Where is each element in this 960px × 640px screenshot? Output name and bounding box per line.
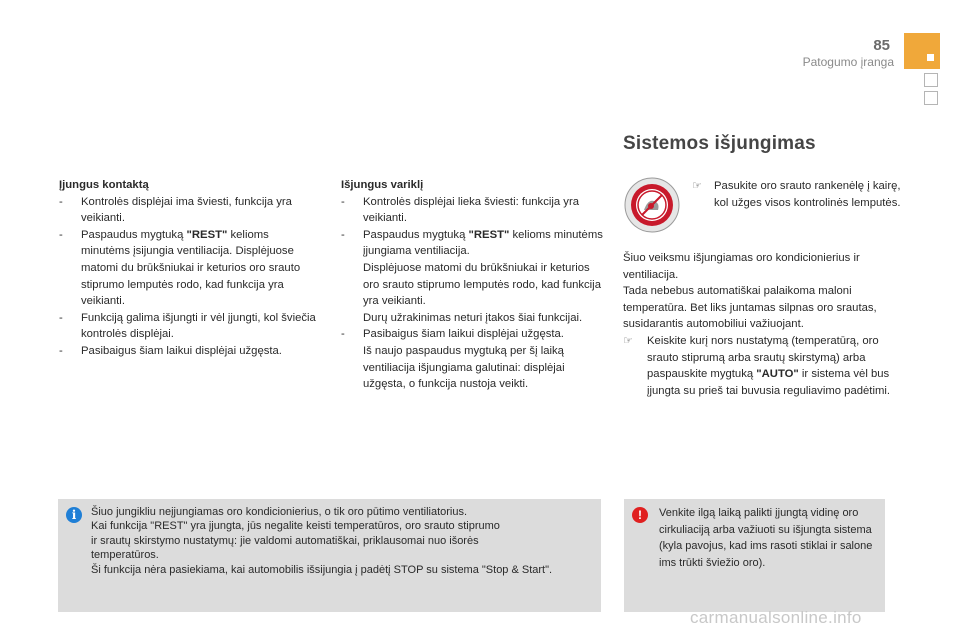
list-item: [59, 194, 317, 227]
list-item: [341, 326, 603, 392]
list-item: [341, 227, 603, 327]
pointing-hand-icon: ☞: [623, 334, 633, 347]
auto-label: "AUTO": [756, 368, 799, 381]
list-item-text: Paspaudus mygtuką: [81, 228, 187, 241]
list-item-text: Kontrolės displėjai ima šviesti, funkcija yra veikianti.: [81, 195, 292, 225]
instruction: [692, 178, 914, 211]
chapter-tab-box-1: [924, 73, 938, 87]
warning-box: [624, 499, 885, 612]
list-item-text: Pasibaigus šiam laikui displėjai užgęsta.: [363, 328, 564, 341]
list-item-extra: Displėjuose matomi du brūkšniukai ir keturios oro srauto stiprumo lemputės rodo, kad funkcija yra veikianti.: [363, 261, 601, 308]
hint-text: ir sistema vėl bus įjungta su prieš tai buvusia reguliavimo padėtimi.: [647, 368, 891, 397]
list-item-extra: Durų užrakinimas neturi įtakos šiai funkcijai.: [363, 311, 583, 324]
list-item-text: Kontrolės displėjai lieka šviesti: funkcija yra veikianti.: [363, 195, 579, 225]
list-item-text: Pasibaigus šiam laikui displėjai užgęsta.: [81, 344, 282, 357]
paragraph: Šiuo veiksmu išjungiamas oro kondicionierius ir ventiliacija.: [623, 252, 860, 281]
left-heading: Įjungus kontaktą: [59, 179, 149, 191]
section-name: Patogumo įranga: [802, 55, 894, 69]
list-item-text: Paspaudus mygtuką: [363, 228, 469, 241]
warning-icon: !: [632, 507, 648, 523]
section-title: Sistemos išjungimas: [623, 133, 816, 154]
list-item: [59, 310, 317, 343]
info-line: ir srautų skirstymo nustatymų: jie valdomi automatiškai, priklausomai nuo išorės: [91, 534, 479, 547]
info-line: temperatūros.: [91, 549, 159, 562]
list-item: [59, 227, 317, 310]
watermark: carmanualsonline.info: [690, 608, 862, 627]
list-item: [59, 343, 317, 360]
list-item: [341, 194, 603, 227]
paragraph: Tada nebebus automatiškai palaikoma maloni temperatūra. Bet liks juntamas silpnas oro srautas, susidarantis automobiliui važiuojant.: [623, 285, 877, 331]
tab-marker: [927, 54, 934, 61]
info-line: Šiuo jungikliu neįjungiamas oro kondicionierius, o tik oro pūtimo ventiliatorius.: [91, 506, 468, 518]
middle-heading: Išjungus variklį: [341, 179, 424, 191]
list-item-extra: Iš naujo paspaudus mygtuką per šį laiką ventiliacija išjungiama galutinai: displėjai užgęsta, o funkcija nustoja veikti.: [363, 344, 565, 391]
page-number: 85: [873, 37, 890, 54]
list-item-text: kelioms minutėms įsijungia ventiliacija. Displėjuose matomi du brūkšniukai ir keturios oro srauto stiprumo lemputės rodo, kad funkcija yra veikianti.: [81, 228, 301, 308]
hint-text: Keiskite kurį nors nustatymą (temperatūrą, oro srauto stiprumą arba srautų skirstymą) arba paspauskite mygtuką: [647, 334, 879, 381]
airflow-knob-icon: [624, 177, 680, 233]
chapter-tab: [904, 33, 940, 69]
hint: [623, 333, 893, 399]
info-line: Kai funkcija "REST" yra įjungta, jūs negalite keisti temperatūros, oro srauto stiprumo: [91, 520, 500, 533]
rest-label: "REST": [186, 228, 228, 241]
chapter-tab-box-2: [924, 91, 938, 105]
left-column: [59, 177, 317, 360]
pointing-hand-icon: ☞: [692, 180, 702, 192]
list-item-text: kelioms minutėms įjungiama ventiliacija.: [363, 228, 603, 258]
info-icon: i: [66, 507, 82, 523]
list-item-text: Funkciją galima išjungti ir vėl įjungti, kol šviečia kontrolės displėjai.: [81, 311, 316, 341]
warning-text: Venkite ilgą laiką palikti įjungtą vidinę oro cirkuliaciją arba važiuoti su išjungta sistema (kyla pavojus, kad ims rasoti stiklai ir salone ims trūkti šviežio oro).: [659, 507, 873, 569]
rest-label: "REST": [468, 228, 510, 241]
right-text: [623, 250, 893, 399]
info-line: Ši funkcija nėra pasiekiama, kai automobilis išsijungia į padėtį STOP su sistema "Stop & Start".: [91, 563, 553, 576]
info-box: [58, 499, 601, 612]
middle-column: [341, 177, 603, 393]
instruction-text: Pasukite oro srauto rankenėlę į kairę, kol užges visos kontrolinės lemputės.: [714, 180, 901, 209]
